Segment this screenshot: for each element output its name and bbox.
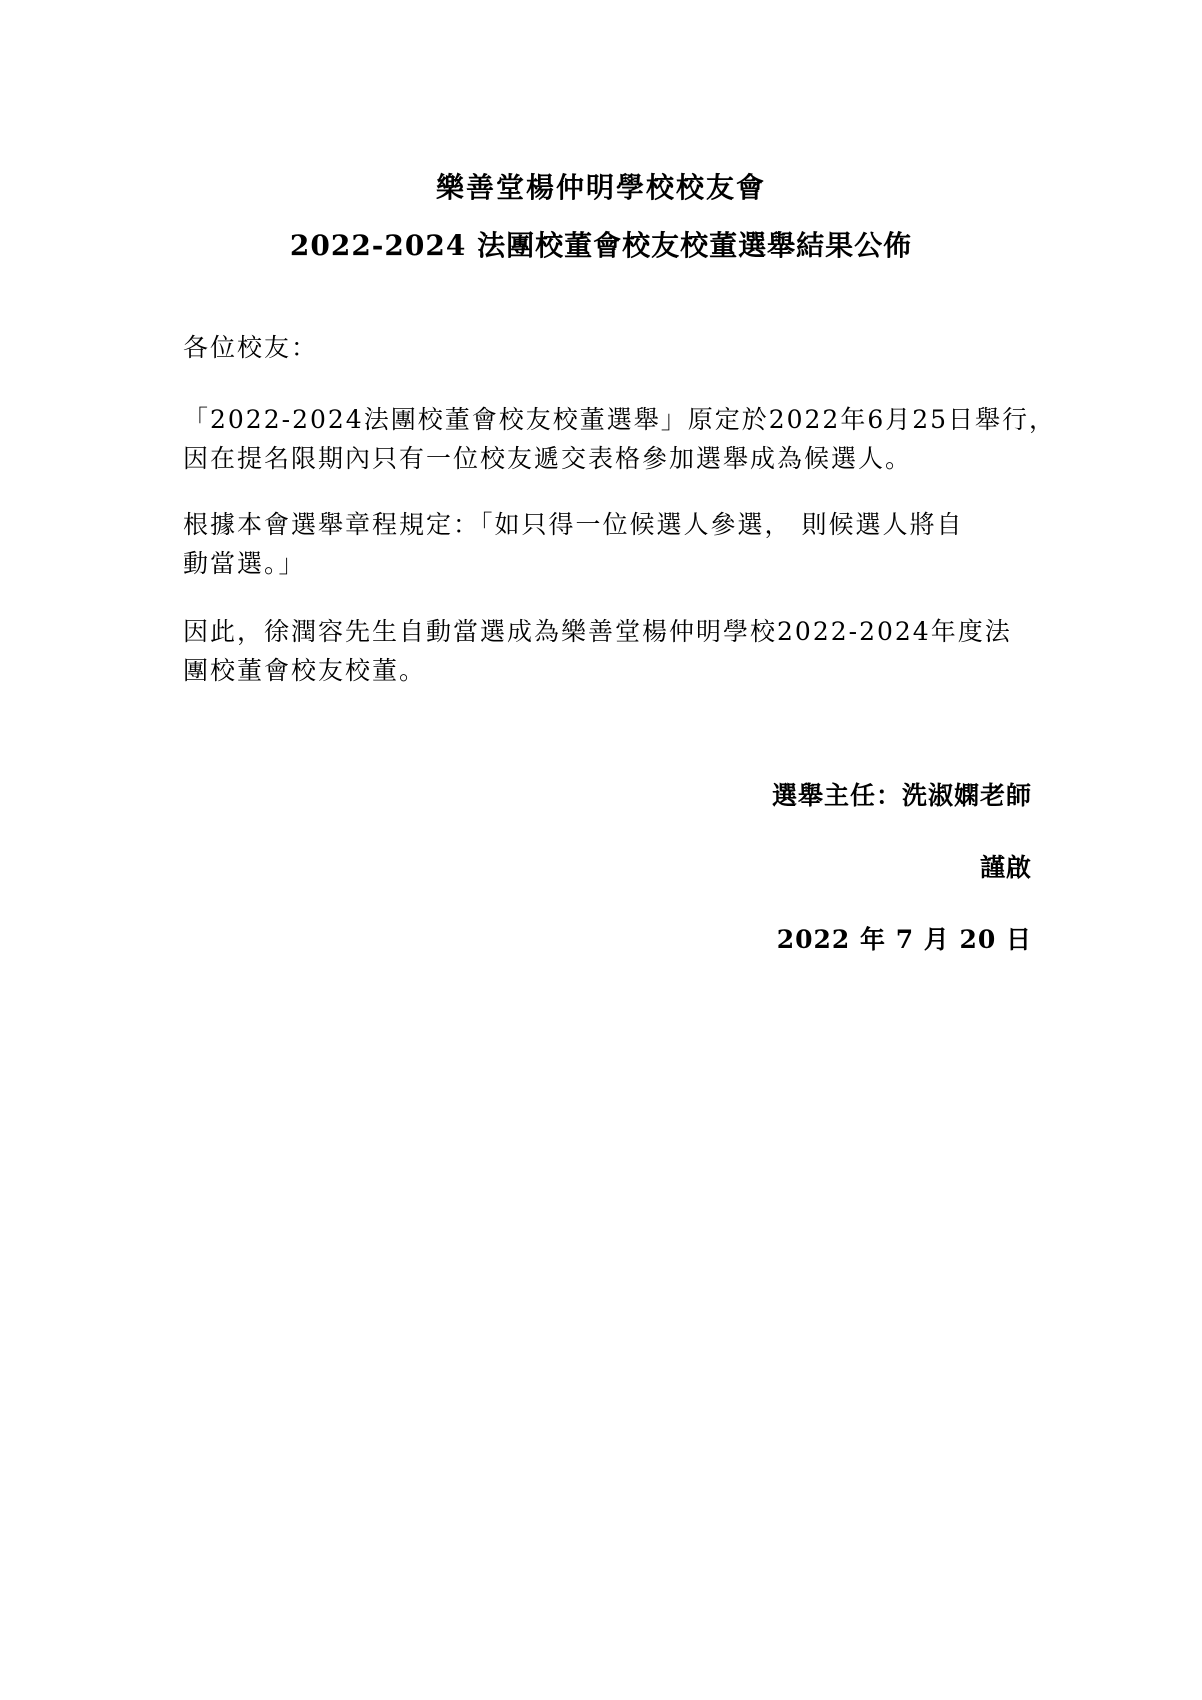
paragraph-line: 因此，徐潤容先生自動當選成為樂善堂楊仲明學校2022-2024年度法 xyxy=(183,617,1012,646)
paragraph-line: 「2022-2024法團校董會校友校董選舉」原定於2022年6月25日舉行， xyxy=(183,405,1057,434)
paragraph-election-rule xyxy=(183,505,1033,583)
greeting: 各位校友： xyxy=(183,333,319,362)
paragraph-line: 因在提名限期內只有一位校友遞交表格參加選舉成為候選人。 xyxy=(183,444,913,473)
document-subtitle: 2022-2024 法團校董會校友校董選舉結果公佈 xyxy=(289,229,913,262)
closing: 謹啟 xyxy=(979,853,1032,882)
document-date: 2022 年 7 月 20 日 xyxy=(776,925,1032,954)
paragraph-election-date xyxy=(183,400,1057,478)
paragraph-line: 動當選。」 xyxy=(183,549,306,578)
document-title: 樂善堂楊仲明學校校友會 xyxy=(435,171,766,204)
signatory: 選舉主任：洗淑嫻老師 xyxy=(771,781,1032,810)
paragraph-line: 根據本會選舉章程規定：「如只得一位候選人參選， 則候選人將自 xyxy=(183,510,964,539)
paragraph-line: 團校董會校友校董。 xyxy=(183,656,427,685)
paragraph-result xyxy=(183,612,1033,690)
